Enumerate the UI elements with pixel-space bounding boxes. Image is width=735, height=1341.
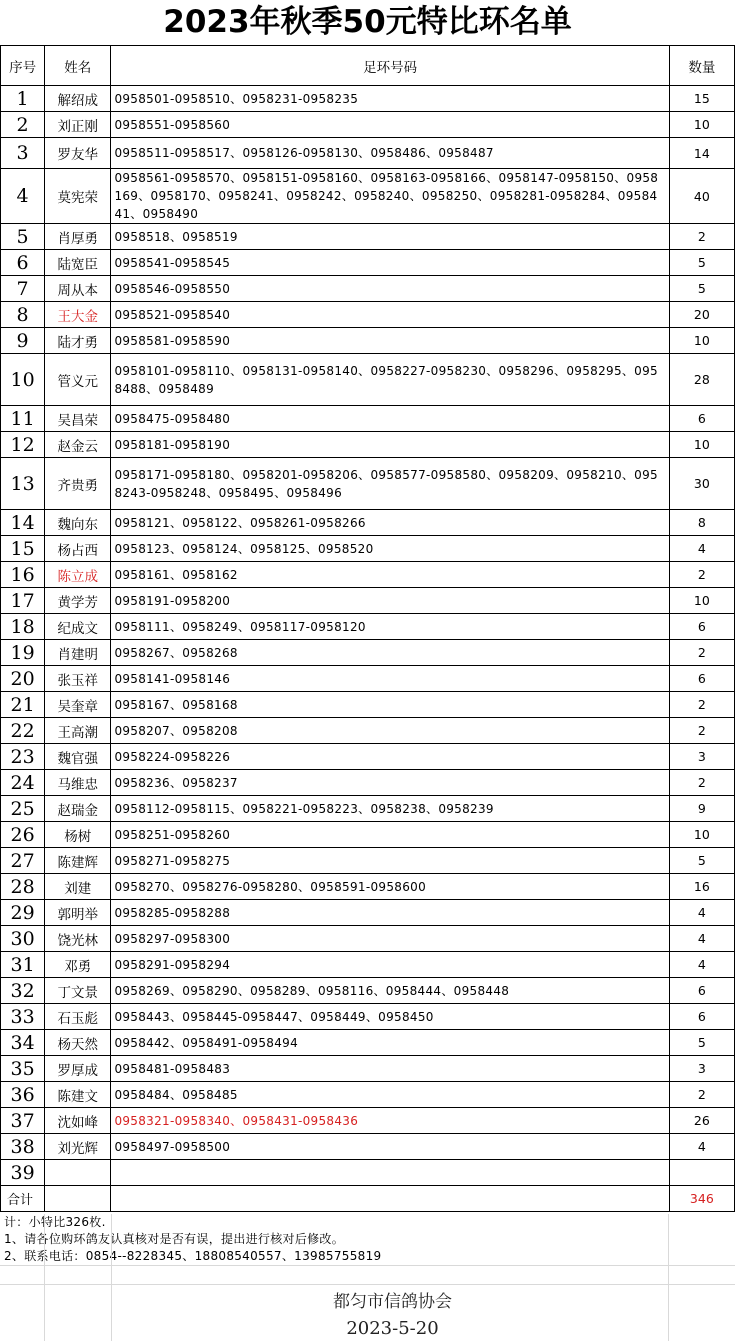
row-number: 34	[1, 1030, 45, 1056]
row-number: 21	[1, 692, 45, 718]
table-row	[1, 1056, 735, 1082]
row-number: 7	[1, 276, 45, 302]
table-row	[1, 302, 735, 328]
table-row	[1, 822, 735, 848]
player-name: 杨天然	[45, 1030, 111, 1056]
ring-numbers: 0958521-0958540	[111, 302, 669, 328]
table-row	[1, 926, 735, 952]
ring-numbers: 0958511-0958517、0958126-0958130、0958486、0958487	[111, 138, 669, 169]
row-number: 28	[1, 874, 45, 900]
ring-numbers	[111, 1160, 669, 1186]
row-number: 12	[1, 432, 45, 458]
header-row	[1, 46, 735, 86]
player-name: 郭明举	[45, 900, 111, 926]
table-row	[1, 276, 735, 302]
player-name: 解绍成	[45, 86, 111, 112]
player-name: 饶光林	[45, 926, 111, 952]
player-name: 刘建	[45, 874, 111, 900]
player-name: 肖建明	[45, 640, 111, 666]
ring-numbers: 0958297-0958300	[111, 926, 669, 952]
ring-numbers: 0958501-0958510、0958231-0958235	[111, 86, 669, 112]
table-row	[1, 614, 735, 640]
ring-quantity	[669, 1160, 734, 1186]
player-name: 管义元	[45, 354, 111, 406]
row-number: 9	[1, 328, 45, 354]
table-row	[1, 354, 735, 406]
ring-numbers: 0958285-0958288	[111, 900, 669, 926]
row-number: 39	[1, 1160, 45, 1186]
player-name: 杨占西	[45, 536, 111, 562]
ring-numbers: 0958171-0958180、0958201-0958206、0958577-0958580、0958209、0958210、0958243-0958248、0958495、0958496	[111, 458, 669, 510]
player-name: 赵瑞金	[45, 796, 111, 822]
table-row	[1, 1160, 735, 1186]
table-row	[1, 978, 735, 1004]
ring-quantity: 30	[669, 458, 734, 510]
ring-quantity: 4	[669, 952, 734, 978]
ring-quantity: 2	[669, 692, 734, 718]
player-name	[45, 1160, 111, 1186]
player-name: 罗友华	[45, 138, 111, 169]
table-row	[1, 770, 735, 796]
player-name: 杨树	[45, 822, 111, 848]
note-line: 计：小特比326枚.	[4, 1215, 106, 1229]
ring-numbers: 0958546-0958550	[111, 276, 669, 302]
ring-numbers: 0958181-0958190	[111, 432, 669, 458]
table-row	[1, 692, 735, 718]
row-number: 20	[1, 666, 45, 692]
player-name: 陈立成	[45, 562, 111, 588]
ring-quantity: 15	[669, 86, 734, 112]
row-number: 26	[1, 822, 45, 848]
ring-quantity: 40	[669, 169, 734, 224]
player-name: 陆才勇	[45, 328, 111, 354]
signature-association: 都匀市信鸽协会	[333, 1292, 452, 1312]
player-name: 刘光辉	[45, 1134, 111, 1160]
table-row	[1, 510, 735, 536]
ring-quantity: 4	[669, 900, 734, 926]
table-row	[1, 796, 735, 822]
table-row	[1, 952, 735, 978]
ring-quantity: 4	[669, 1134, 734, 1160]
ring-quantity: 2	[669, 224, 734, 250]
table-row	[1, 112, 735, 138]
table-row	[1, 744, 735, 770]
total-value: 346	[669, 1186, 734, 1212]
table-row	[1, 562, 735, 588]
row-number: 38	[1, 1134, 45, 1160]
player-name: 周从本	[45, 276, 111, 302]
row-number: 22	[1, 718, 45, 744]
row-number: 32	[1, 978, 45, 1004]
note-line: 2、联系电话：0854--8228345、18808540557、13985755819	[4, 1249, 382, 1263]
player-name: 邓勇	[45, 952, 111, 978]
note-line: 1、请各位购环鸽友认真核对是否有误，提出进行核对后修改。	[4, 1232, 345, 1246]
ring-quantity: 4	[669, 536, 734, 562]
ring-quantity: 4	[669, 926, 734, 952]
row-number: 35	[1, 1056, 45, 1082]
ring-quantity: 26	[669, 1108, 734, 1134]
table-row	[1, 224, 735, 250]
ring-numbers: 0958112-0958115、0958221-0958223、0958238、0958239	[111, 796, 669, 822]
ring-quantity: 3	[669, 744, 734, 770]
total-label: 合计	[1, 1186, 45, 1212]
player-name: 罗厚成	[45, 1056, 111, 1082]
row-number: 10	[1, 354, 45, 406]
row-number: 27	[1, 848, 45, 874]
ring-numbers: 0958191-0958200	[111, 588, 669, 614]
ring-numbers: 0958497-0958500	[111, 1134, 669, 1160]
row-number: 30	[1, 926, 45, 952]
row-number: 15	[1, 536, 45, 562]
ring-quantity: 14	[669, 138, 734, 169]
ring-numbers: 0958518、0958519	[111, 224, 669, 250]
ring-numbers: 0958141-0958146	[111, 666, 669, 692]
ring-quantity: 5	[669, 276, 734, 302]
row-number: 33	[1, 1004, 45, 1030]
row-number: 17	[1, 588, 45, 614]
ring-numbers: 0958161、0958162	[111, 562, 669, 588]
table-row	[1, 328, 735, 354]
table-row	[1, 900, 735, 926]
player-name: 魏官强	[45, 744, 111, 770]
player-name: 沈如峰	[45, 1108, 111, 1134]
roster-table	[0, 45, 735, 1212]
player-name: 黄学芳	[45, 588, 111, 614]
header-name: 姓名	[45, 46, 111, 86]
ring-numbers: 0958443、0958445-0958447、0958449、0958450	[111, 1004, 669, 1030]
ring-numbers: 0958551-0958560	[111, 112, 669, 138]
ring-quantity: 10	[669, 112, 734, 138]
ring-numbers: 0958123、0958124、0958125、0958520	[111, 536, 669, 562]
table-row	[1, 536, 735, 562]
ring-quantity: 10	[669, 328, 734, 354]
ring-quantity: 9	[669, 796, 734, 822]
row-number: 24	[1, 770, 45, 796]
ring-quantity: 8	[669, 510, 734, 536]
row-number: 31	[1, 952, 45, 978]
table-row	[1, 848, 735, 874]
row-number: 16	[1, 562, 45, 588]
table-row	[1, 1108, 735, 1134]
player-name: 陈建文	[45, 1082, 111, 1108]
ring-quantity: 6	[669, 1004, 734, 1030]
player-name: 莫宪荣	[45, 169, 111, 224]
ring-numbers: 0958321-0958340、0958431-0958436	[111, 1108, 669, 1134]
ring-quantity: 5	[669, 1030, 734, 1056]
player-name: 纪成文	[45, 614, 111, 640]
ring-quantity: 3	[669, 1056, 734, 1082]
ring-quantity: 2	[669, 640, 734, 666]
row-number: 37	[1, 1108, 45, 1134]
table-row	[1, 138, 735, 169]
table-row	[1, 458, 735, 510]
ring-numbers: 0958541-0958545	[111, 250, 669, 276]
ring-numbers: 0958224-0958226	[111, 744, 669, 770]
total-empty-cell	[45, 1186, 111, 1212]
ring-quantity: 5	[669, 250, 734, 276]
ring-numbers: 0958270、0958276-0958280、0958591-0958600	[111, 874, 669, 900]
row-number: 23	[1, 744, 45, 770]
player-name: 石玉彪	[45, 1004, 111, 1030]
table-row	[1, 588, 735, 614]
row-number: 2	[1, 112, 45, 138]
player-name: 魏向东	[45, 510, 111, 536]
table-row	[1, 1134, 735, 1160]
ring-numbers: 0958291-0958294	[111, 952, 669, 978]
row-number: 25	[1, 796, 45, 822]
ring-numbers: 0958484、0958485	[111, 1082, 669, 1108]
table-row	[1, 874, 735, 900]
player-name: 吴奎章	[45, 692, 111, 718]
row-number: 5	[1, 224, 45, 250]
ring-quantity: 2	[669, 1082, 734, 1108]
player-name: 吴昌荣	[45, 406, 111, 432]
player-name: 王高潮	[45, 718, 111, 744]
player-name: 赵金云	[45, 432, 111, 458]
total-row	[1, 1186, 735, 1212]
row-number: 13	[1, 458, 45, 510]
row-number: 18	[1, 614, 45, 640]
player-name: 马维忠	[45, 770, 111, 796]
signature-date: 2023-5-20	[346, 1318, 439, 1339]
row-number: 14	[1, 510, 45, 536]
player-name: 张玉祥	[45, 666, 111, 692]
table-row	[1, 432, 735, 458]
row-number: 1	[1, 86, 45, 112]
total-empty-cell	[111, 1186, 669, 1212]
player-name: 丁文景	[45, 978, 111, 1004]
player-name: 肖厚勇	[45, 224, 111, 250]
header-qty: 数量	[669, 46, 734, 86]
ring-numbers: 0958167、0958168	[111, 692, 669, 718]
table-row	[1, 1004, 735, 1030]
ring-numbers: 0958269、0958290、0958289、0958116、0958444、0958448	[111, 978, 669, 1004]
table-row	[1, 718, 735, 744]
table-row	[1, 1082, 735, 1108]
table-row	[1, 86, 735, 112]
ring-quantity: 6	[669, 666, 734, 692]
ring-quantity: 2	[669, 770, 734, 796]
row-number: 8	[1, 302, 45, 328]
header-no: 序号	[1, 46, 45, 86]
header-rings: 足环号码	[111, 46, 669, 86]
table-row	[1, 250, 735, 276]
ring-numbers: 0958271-0958275	[111, 848, 669, 874]
ring-quantity: 6	[669, 614, 734, 640]
player-name: 刘正刚	[45, 112, 111, 138]
ring-numbers: 0958561-0958570、0958151-0958160、0958163-0958166、0958147-0958150、0958169、0958170、0958241、0958242、0958240、0958250、0958281-0958284、0958441、0958490	[111, 169, 669, 224]
ring-numbers: 0958121、0958122、0958261-0958266	[111, 510, 669, 536]
ring-quantity: 10	[669, 588, 734, 614]
row-number: 3	[1, 138, 45, 169]
player-name: 陆宽臣	[45, 250, 111, 276]
ring-quantity: 6	[669, 406, 734, 432]
table-row	[1, 666, 735, 692]
ring-numbers: 0958442、0958491-0958494	[111, 1030, 669, 1056]
ring-numbers: 0958207、0958208	[111, 718, 669, 744]
row-number: 29	[1, 900, 45, 926]
row-number: 4	[1, 169, 45, 224]
ring-numbers: 0958267、0958268	[111, 640, 669, 666]
row-number: 36	[1, 1082, 45, 1108]
player-name: 齐贵勇	[45, 458, 111, 510]
ring-quantity: 6	[669, 978, 734, 1004]
ring-numbers: 0958101-0958110、0958131-0958140、0958227-0958230、0958296、0958295、0958488、0958489	[111, 354, 669, 406]
ring-numbers: 0958581-0958590	[111, 328, 669, 354]
ring-quantity: 5	[669, 848, 734, 874]
sheet-title: 2023年秋季50元特比环名单	[163, 4, 572, 40]
row-number: 19	[1, 640, 45, 666]
table-row	[1, 640, 735, 666]
ring-quantity: 20	[669, 302, 734, 328]
ring-quantity: 10	[669, 432, 734, 458]
row-number: 6	[1, 250, 45, 276]
ring-numbers: 0958236、0958237	[111, 770, 669, 796]
ring-numbers: 0958481-0958483	[111, 1056, 669, 1082]
ring-quantity: 10	[669, 822, 734, 848]
row-number: 11	[1, 406, 45, 432]
ring-numbers: 0958475-0958480	[111, 406, 669, 432]
player-name: 王大金	[45, 302, 111, 328]
ring-numbers: 0958111、0958249、0958117-0958120	[111, 614, 669, 640]
table-row	[1, 1030, 735, 1056]
table-row	[1, 169, 735, 224]
table-row	[1, 406, 735, 432]
ring-quantity: 2	[669, 562, 734, 588]
player-name: 陈建辉	[45, 848, 111, 874]
ring-quantity: 28	[669, 354, 734, 406]
ring-numbers: 0958251-0958260	[111, 822, 669, 848]
ring-quantity: 2	[669, 718, 734, 744]
ring-quantity: 16	[669, 874, 734, 900]
